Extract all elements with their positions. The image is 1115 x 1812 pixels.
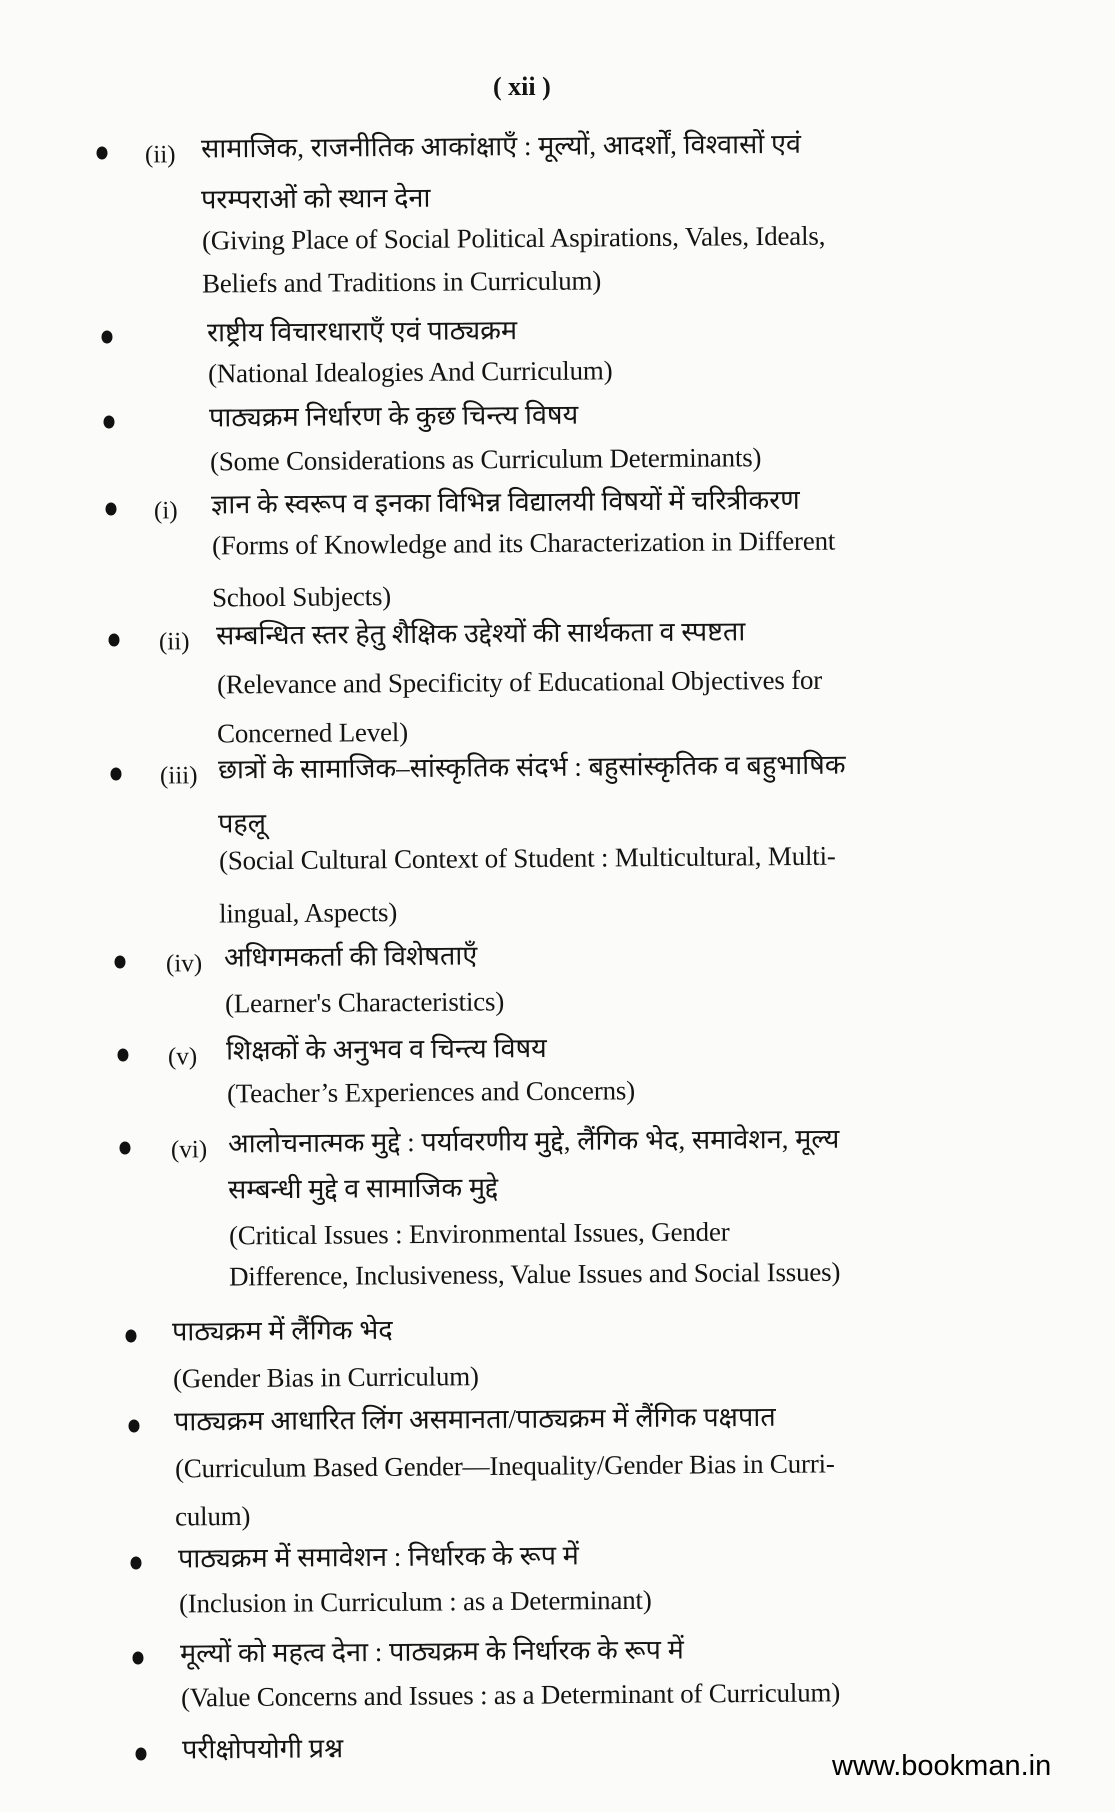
english-topic-text: (Some Considerations as Curriculum Determinants) <box>209 442 762 477</box>
hindi-topic-text: पाठ्यक्रम में समावेशन : निर्धारक के रूप में <box>177 1540 580 1574</box>
item-number: (ii) <box>158 628 190 656</box>
english-topic-text: (National Idealogies And Curriculum) <box>207 355 613 389</box>
hindi-topic-text: सामाजिक, राजनीतिक आकांक्षाएँ : मूल्यों, आदर्शों, विश्वासों एवं <box>200 128 802 164</box>
bullet-icon <box>136 1748 147 1761</box>
item-number: (iii) <box>159 762 198 790</box>
hindi-topic-text: सम्बन्धी मुद्दे व सामाजिक मुद्दे <box>227 1172 499 1205</box>
english-topic-text: (Social Cultural Context of Student : Multicultural, Multi- <box>218 840 836 876</box>
english-topic-text: culum) <box>174 1500 251 1532</box>
bullet-icon <box>115 956 126 969</box>
hindi-topic-text: शिक्षकों के अनुभव व चिन्त्य विषय <box>225 1032 547 1066</box>
hindi-topic-text: राष्ट्रीय विचारधाराएँ एवं पाठ्यक्रम <box>206 315 518 348</box>
page-number: ( xii ) <box>493 72 551 101</box>
bullet-icon <box>109 634 120 647</box>
english-topic-text: Beliefs and Traditions in Curriculum) <box>201 265 602 299</box>
bullet-icon <box>133 1652 144 1665</box>
bullet-icon <box>106 503 117 516</box>
hindi-topic-text: परम्पराओं को स्थान देना <box>200 182 431 215</box>
hindi-topic-text: अधिगमकर्ता की विशेषताएँ <box>223 940 478 973</box>
bullet-icon <box>111 768 122 781</box>
hindi-topic-text: आलोचनात्मक मुद्दे : पर्यावरणीय मुद्दे, लैंगिक भेद, समावेशन, मूल्य <box>227 1123 840 1159</box>
bullet-icon <box>97 147 108 160</box>
bullet-icon <box>120 1142 131 1155</box>
hindi-topic-text: छात्रों के सामाजिक–सांस्कृतिक संदर्भ : बहुसांस्कृतिक व बहुभाषिक <box>217 749 846 785</box>
bullet-icon <box>118 1049 129 1062</box>
bullet-icon <box>131 1557 142 1570</box>
bullet-icon <box>104 416 115 429</box>
item-number: (i) <box>153 497 178 525</box>
hindi-topic-text: सम्बन्धित स्तर हेतु शैक्षिक उद्देश्यों की सार्थकता व स्पष्टता <box>215 616 746 651</box>
english-topic-text: (Forms of Knowledge and its Characterization in Different <box>211 525 836 561</box>
item-number: (iv) <box>165 950 203 978</box>
bullet-icon <box>102 331 113 344</box>
english-topic-text: (Teacher’s Experiences and Concerns) <box>226 1075 636 1109</box>
hindi-topic-text: परीक्षोपयोगी प्रश्न <box>181 1733 344 1765</box>
hindi-topic-text: मूल्यों को महत्व देना : पाठ्यक्रम के निर्धारक के रूप में <box>179 1634 684 1669</box>
english-topic-text: (Curriculum Based Gender—Inequality/Gender Bias in Curri- <box>174 1448 835 1484</box>
watermark-url: www.bookman.in <box>832 1750 1052 1782</box>
english-topic-text: (Learner's Characteristics) <box>224 986 505 1019</box>
english-topic-text: (Gender Bias in Curriculum) <box>172 1361 479 1394</box>
item-number: (vi) <box>170 1136 208 1164</box>
hindi-topic-text: पाठ्यक्रम निर्धारण के कुछ चिन्त्य विषय <box>208 399 579 433</box>
english-topic-text: (Inclusion in Curriculum : as a Determinant) <box>178 1584 652 1619</box>
english-topic-text: (Critical Issues : Environmental Issues, Gender <box>228 1216 730 1251</box>
hindi-topic-text: पाठ्यक्रम आधारित लिंग असमानता/पाठ्यक्रम में लैंगिक पक्षपात <box>173 1401 776 1437</box>
english-topic-text: Difference, Inclusiveness, Value Issues and Social Issues) <box>228 1256 841 1292</box>
hindi-topic-text: पाठ्यक्रम में लैंगिक भेद <box>171 1314 393 1347</box>
english-topic-text: (Relevance and Specificity of Educational Objectives for <box>216 664 823 700</box>
english-topic-text: lingual, Aspects) <box>218 897 398 929</box>
english-topic-text: School Subjects) <box>211 581 392 613</box>
hindi-topic-text: ज्ञान के स्वरूप व इनका विभिन्न विद्यालयी विषयों में चरित्रीकरण <box>210 484 800 520</box>
item-number: (ii) <box>144 141 176 169</box>
bullet-icon <box>129 1420 140 1433</box>
hindi-topic-text: पहलू <box>217 808 267 839</box>
english-topic-text: (Value Concerns and Issues : as a Determinant of Curriculum) <box>180 1677 841 1713</box>
english-topic-text: (Giving Place of Social Political Aspirations, Vales, Ideals, <box>201 220 826 256</box>
item-number: (v) <box>167 1043 198 1071</box>
english-topic-text: Concerned Level) <box>216 717 409 749</box>
bullet-icon <box>126 1330 137 1343</box>
